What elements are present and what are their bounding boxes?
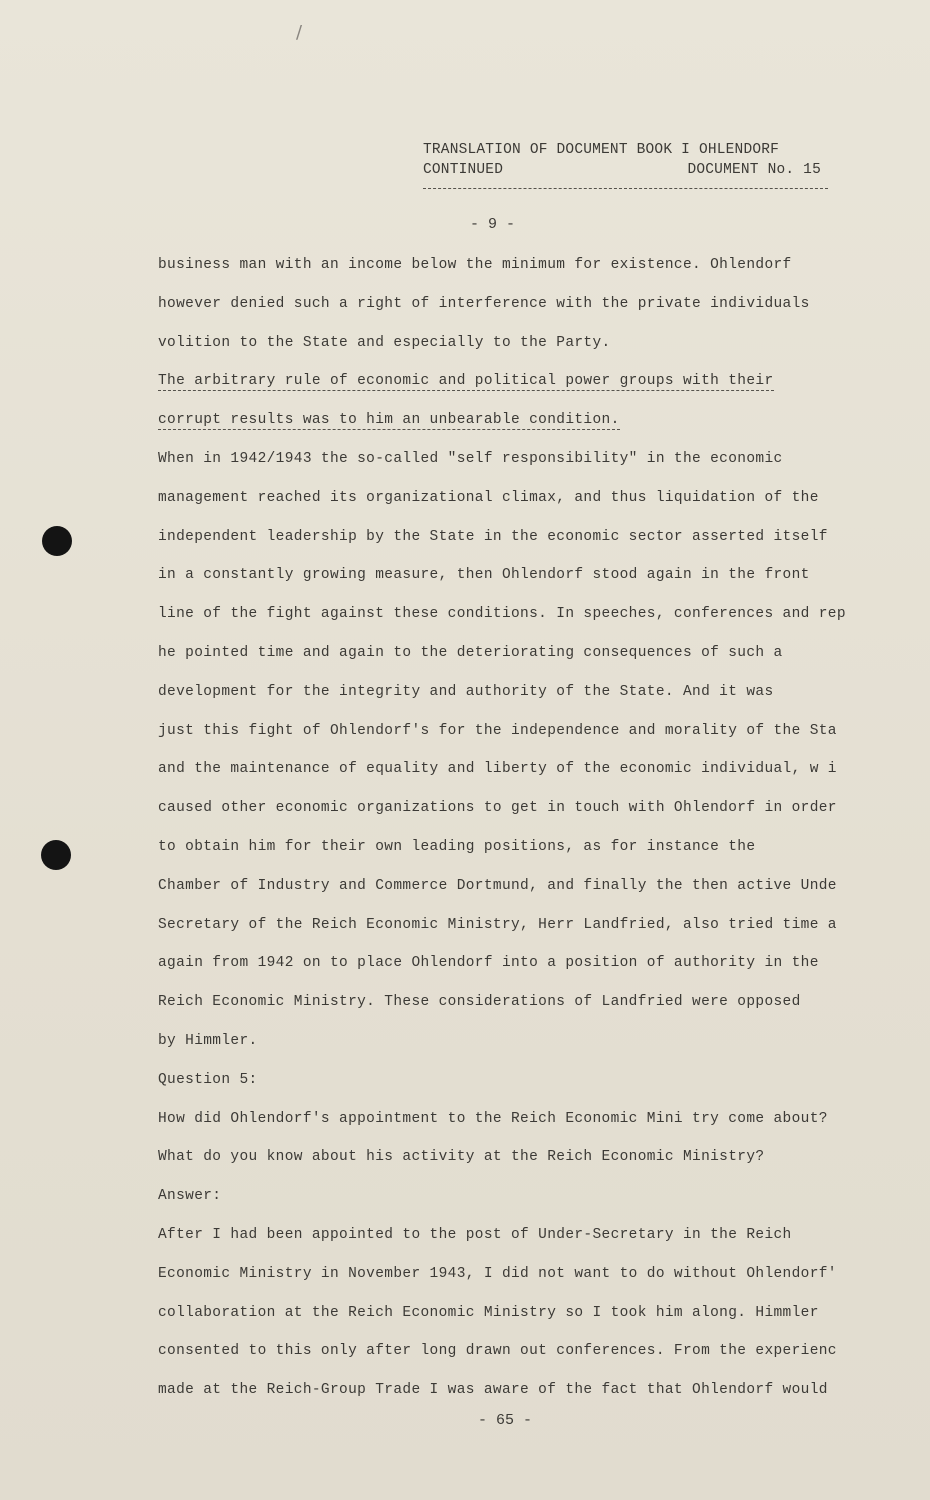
- body-line: development for the integrity and authority of the State. And it was: [158, 683, 774, 700]
- body-line: caused other economic organizations to get in touch with Ohlendorf in order: [158, 800, 837, 817]
- pencil-mark: /: [296, 22, 303, 43]
- body-line: business man with an income below the minimum for existence. Ohlendorf: [158, 257, 792, 273]
- punch-hole-bottom: [41, 840, 71, 870]
- footer-page-number: - 65 -: [478, 1412, 533, 1429]
- answer-heading: Answer:: [158, 1188, 222, 1205]
- body-line: When in 1942/1943 the so-called "self responsibility" in the economic: [158, 450, 783, 467]
- body-line: line of the fight against these conditions. In speeches, conferences and rep: [158, 606, 846, 623]
- header-line-2: [423, 160, 821, 180]
- document-body: [158, 252, 898, 1416]
- body-line: just this fight of Ohlendorf's for the independence and morality of the Sta: [158, 722, 837, 739]
- body-line-underlined: The arbitrary rule of economic and political power groups with their: [158, 373, 774, 390]
- body-line: independent leadership by the State in the economic sector asserted itself: [158, 528, 828, 545]
- body-line: How did Ohlendorf's appointment to the Reich Economic Mini try come about?: [158, 1110, 828, 1127]
- document-header: [423, 140, 833, 189]
- body-line: by Himmler.: [158, 1032, 258, 1049]
- body-line: After I had been appointed to the post of Under-Secretary in the Reich: [158, 1226, 792, 1243]
- question-heading: Question 5:: [158, 1071, 258, 1088]
- body-line: Chamber of Industry and Commerce Dortmund, and finally the then active Unde: [158, 877, 837, 894]
- header-continued: CONTINUED: [423, 162, 504, 178]
- body-line: made at the Reich-Group Trade I was aware of the fact that Ohlendorf would: [158, 1382, 828, 1399]
- body-line: volition to the State and especially to the Party.: [158, 334, 611, 351]
- header-document-number: DOCUMENT No. 15: [687, 162, 821, 178]
- body-line: and the maintenance of equality and liberty of the economic individual, w i: [158, 761, 837, 778]
- punch-hole-top: [42, 526, 72, 556]
- body-line: Economic Ministry in November 1943, I did not want to do without Ohlendorf': [158, 1265, 837, 1282]
- page-marker: - 9 -: [470, 216, 516, 233]
- header-divider: [423, 188, 828, 189]
- body-line: Secretary of the Reich Economic Ministry, Herr Landfried, also tried time a: [158, 916, 837, 933]
- body-line: What do you know about his activity at the Reich Economic Ministry?: [158, 1149, 765, 1166]
- body-line: to obtain him for their own leading positions, as for instance the: [158, 838, 756, 855]
- body-line: Reich Economic Ministry. These considerations of Landfried were opposed: [158, 994, 801, 1011]
- body-line: consented to this only after long drawn out conferences. From the experienc: [158, 1343, 837, 1360]
- body-line-underlined: corrupt results was to him an unbearable condition.: [158, 412, 620, 429]
- body-line: he pointed time and again to the deteriorating consequences of such a: [158, 644, 783, 661]
- header-line-1: [423, 140, 833, 160]
- body-line: management reached its organizational climax, and thus liquidation of the: [158, 489, 819, 506]
- header-title: TRANSLATION OF DOCUMENT BOOK I OHLENDORF: [423, 142, 780, 158]
- body-line: collaboration at the Reich Economic Ministry so I took him along. Himmler: [158, 1304, 819, 1321]
- body-line: again from 1942 on to place Ohlendorf into a position of authority in the: [158, 955, 819, 972]
- body-line: in a constantly growing measure, then Ohlendorf stood again in the front: [158, 567, 810, 584]
- body-line: however denied such a right of interference with the private individuals: [158, 295, 810, 312]
